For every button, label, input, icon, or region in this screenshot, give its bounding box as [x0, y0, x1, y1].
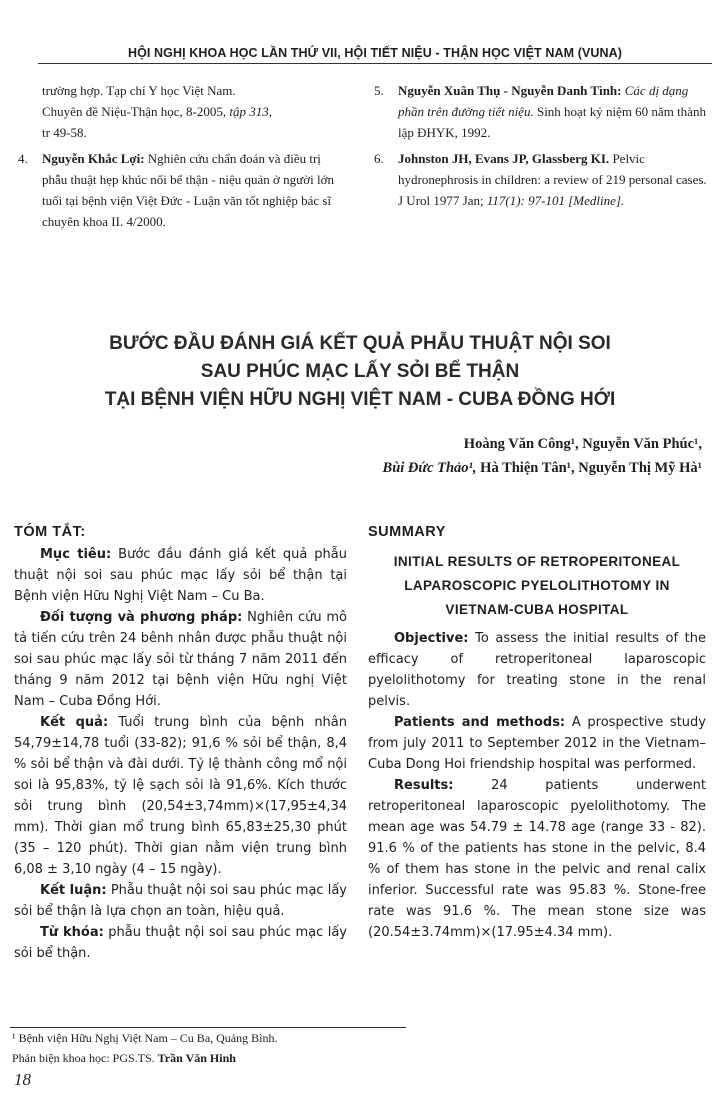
- title-line-2: SAU PHÚC MẠC LẤY SỎI BỂ THẬN: [200, 361, 520, 382]
- footnote-affiliation: ¹ Bệnh viện Hữu Nghị Việt Nam – Cu Ba, Quảng Bình.: [12, 1031, 278, 1045]
- summary-results: [368, 775, 706, 943]
- reviewer-name: Trần Văn Hinh: [157, 1051, 236, 1065]
- reference-5: [374, 80, 708, 143]
- summary-objective: [368, 628, 706, 712]
- abstract-vietnamese: [14, 524, 347, 964]
- ref5-text: Sinh hoạt kỷ niệm 60 năm thành lập ĐHYK, 1992.: [398, 104, 706, 140]
- article-title: [40, 330, 680, 414]
- ref5-title: Các dị dạng phần trên đường tiết niệu.: [398, 83, 689, 119]
- summary-methods-label: Patients and methods:: [394, 715, 566, 730]
- conclusion-text: Phẫu thuật nội soi sau phúc mạc lấy sỏi bể thận là lựa chọn an toàn, hiệu quả.: [14, 883, 348, 919]
- summary-methods-text: A prospective study from july 2011 to September 2012 in the Vietnam–Cuba Dong Hoi friendship hospital was performed.: [368, 715, 706, 772]
- summary-methods: [368, 712, 706, 775]
- summary-results-label: Results:: [394, 778, 454, 793]
- ref3-line2: Chuyên đề Niệu-Thận học, 8-2005,: [42, 104, 227, 119]
- ref3-line3: tr 49-58.: [42, 125, 87, 140]
- summary-title: [368, 550, 706, 622]
- reference-3-continued: trường hợp. Tạp chí Y học Việt Nam. Chuyên đề Niệu-Thận học, 8-2005, tập 313, tr 49-58.: [42, 83, 272, 140]
- abstract-heading: TÓM TẮT:: [14, 524, 86, 540]
- running-header: HỘI NGHỊ KHOA HỌC LẦN THỨ VII, HỘI TIẾT NIỆU - THẬN HỌC VIỆT NAM (VUNA): [127, 46, 623, 60]
- summary-english: [368, 524, 706, 943]
- header-rule: [38, 63, 712, 64]
- summary-title-line-1: INITIAL RESULTS OF RETROPERITONEAL: [393, 554, 681, 569]
- objective-text: Bước đầu đánh giá kết quả phẫu thuật nội soi sau phúc mạc lấy sỏi bể thận tại Bệnh viện Hữu Nghị Việt Nam – Cu Ba.: [14, 547, 347, 604]
- author-list: [383, 432, 702, 480]
- summary-results-text: 24 patients underwent retroperitoneal laparoscopic pyelolithotomy. The mean age was 54.79 ± 14.78 age (range 33 - 82). 91.6 % of the patients has stone in the pelvic, 8.4 % of them has stone in the pelvic and renal calix inferior. Successful rate was 95.83 %. Stone-free rate was 91.6 %. The mean stone size was (20.54±3.74mm)×(17.95±4.34 mm).: [368, 778, 706, 940]
- ref3-volume: tập 313: [229, 104, 269, 119]
- abstract-results: [14, 712, 347, 880]
- results-text: Tuổi trung bình của bệnh nhân 54,79±14,78 tuổi (33-82); 91,6 % sỏi bể thận, 8,4 % sỏi bể thận và đài dưới. Tỷ lệ thành công mổ nội soi là 95,83%, tỷ lệ sạch sỏi là 91,6%. Kích thước sỏi trung bình (20,54±3,74mm)×(17,95±4,34 mm). Thời gian mổ trung bình 65,83±25,30 phút (35 – 120 phút). Thời gian nằm viện trung bình 6,08 ± 3,10 ngày (4 – 15 ngày).: [14, 715, 348, 877]
- summary-objective-label: Objective:: [394, 631, 469, 646]
- ref4-number: 4.: [18, 151, 28, 166]
- abstract-objective: [14, 544, 347, 607]
- page-number: 18: [14, 1070, 31, 1089]
- ref4-text: Nghiên cứu chẩn đoán và điều trị phẫu thuật hẹp khúc nối bể thận - niệu quản ở người lớn tuổi tại bệnh viện Việt Đức - Luận văn tốt nghiệp bác sĩ chuyên khoa II. 4/2000.: [42, 151, 334, 229]
- summary-heading: SUMMARY: [368, 524, 446, 540]
- authors-line-2-italic: Bùi Đức Thảo¹,: [382, 460, 477, 476]
- abstract-keywords: [14, 922, 347, 964]
- footnote-reviewer: [12, 1048, 236, 1068]
- summary-title-line-2: LAPAROSCOPIC PYELOLITHOTOMY IN: [404, 578, 670, 593]
- title-line-1: BƯỚC ĐẦU ĐÁNH GIÁ KẾT QUẢ PHẪU THUẬT NỘI SOI: [109, 333, 611, 354]
- title-line-3: TẠI BỆNH VIỆN HỮU NGHỊ VIỆT NAM - CUBA ĐỒNG HỚI: [104, 389, 616, 410]
- methods-label: Đối tượng và phương pháp:: [40, 610, 243, 625]
- summary-objective-text: To assess the initial results of the efficacy of retroperitoneal laparoscopic pyelolithotomy for treating stone in the renal pelvis.: [368, 631, 706, 709]
- summary-title-line-3: VIETNAM-CUBA HOSPITAL: [445, 602, 629, 617]
- abstract-conclusion: [14, 880, 347, 922]
- keywords-label: Từ khóa:: [40, 925, 104, 940]
- reference-4: [18, 148, 348, 232]
- abstract-methods: [14, 607, 347, 712]
- ref4-author: Nguyễn Khắc Lợi:: [42, 151, 145, 166]
- ref6-number: 6.: [374, 151, 384, 166]
- reference-6: [374, 148, 708, 211]
- ref3-line1: trường hợp. Tạp chí Y học Việt Nam.: [42, 83, 236, 98]
- authors-line-1: Hoàng Văn Công¹, Nguyễn Văn Phúc¹,: [463, 436, 702, 452]
- results-label: Kết quả:: [40, 715, 109, 730]
- ref5-author: Nguyễn Xuân Thụ - Nguyễn Danh Tình:: [398, 83, 622, 98]
- conclusion-label: Kết luận:: [40, 883, 107, 898]
- ref6-volume: 117(1): 97-101 [Medline].: [486, 193, 625, 208]
- keywords-text: phẫu thuật nội soi sau phúc mạc lấy sỏi bể thận.: [14, 925, 347, 961]
- ref6-text: Pelvic hydronephrosis in children: a review of 219 personal cases. J Urol 1977 Jan;: [398, 151, 707, 208]
- methods-text: Nghiên cứu mô tả tiến cứu trên 24 bênh nhân được phẫu thuật nội soi sau phúc mạc lấy sỏi từ tháng 7 năm 2011 đến tháng 9 năm 2012 tại bệnh viện Hữu nghị Việt Nam – Cuba Đồng Hới.: [14, 610, 347, 709]
- ref6-author: Johnston JH, Evans JP, Glassberg KI.: [398, 151, 610, 166]
- ref5-number: 5.: [374, 83, 384, 98]
- authors-line-2: Hà Thiện Tân¹, Nguyễn Thị Mỹ Hà¹: [480, 460, 702, 476]
- reviewer-label: Phản biện khoa học: PGS.TS.: [12, 1051, 155, 1065]
- objective-label: Mục tiêu:: [40, 547, 112, 562]
